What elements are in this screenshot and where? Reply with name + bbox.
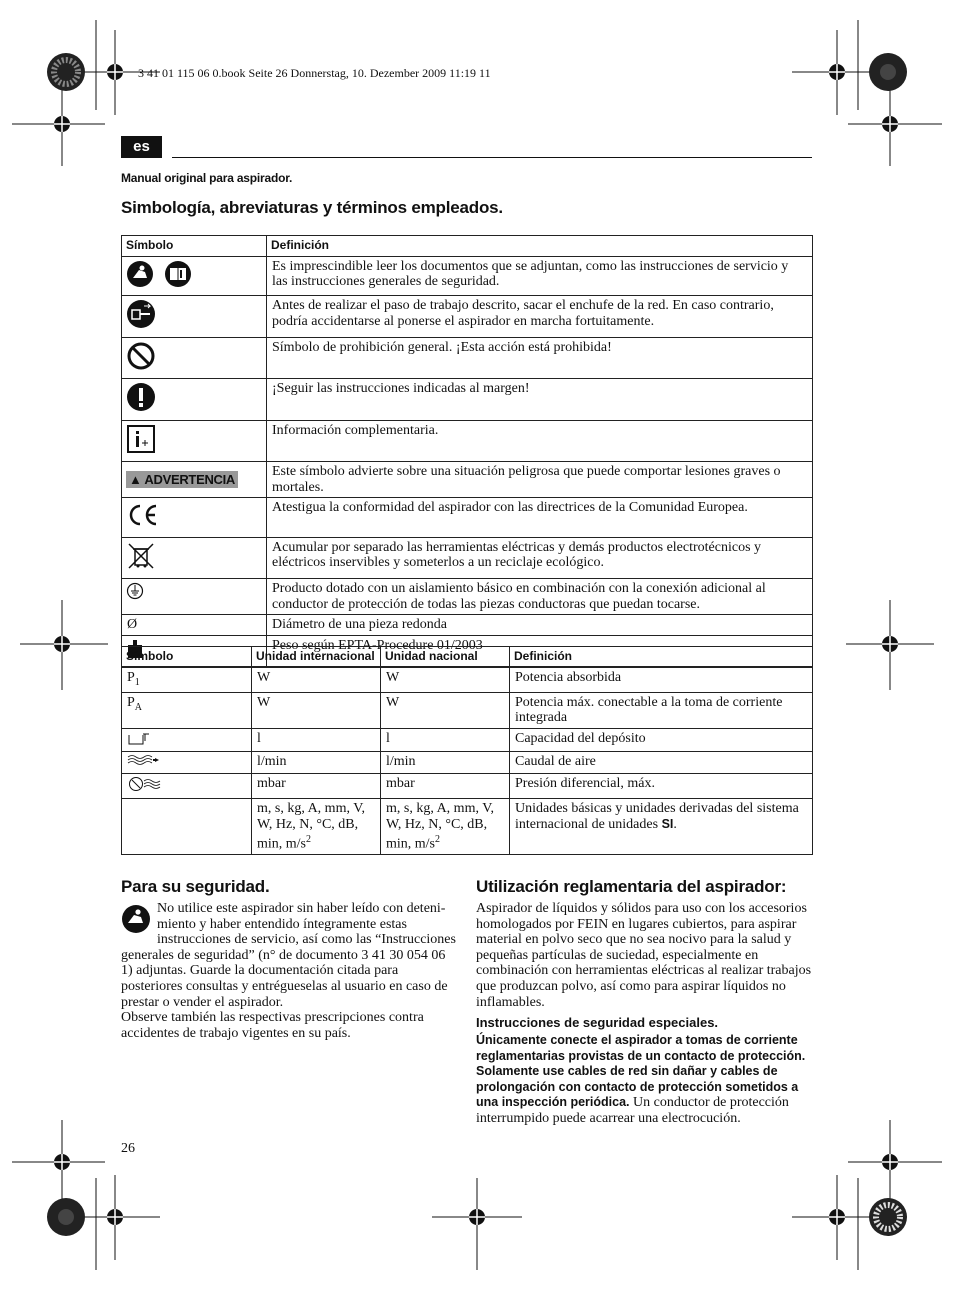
- header-rule: [172, 157, 812, 158]
- definition-cell: Presión diferencial, máx.: [510, 773, 813, 799]
- column-header: Definición: [510, 647, 813, 668]
- table-row: [122, 337, 813, 379]
- definition-cell: Es imprescindible leer los documentos que se adjuntan, como las instrucciones de servicio y las instrucciones generales de seguridad.: [267, 256, 813, 296]
- table-row: [122, 579, 813, 615]
- unplug-icon: [126, 299, 156, 329]
- table-row: [122, 752, 813, 774]
- table-row: [122, 379, 813, 421]
- info-icon: [126, 424, 156, 454]
- definition-cell: Potencia absorbida: [510, 667, 813, 692]
- table-row: [122, 256, 813, 296]
- symbol-cell: [122, 498, 267, 538]
- usage-text: Aspirador de líquidos y sólidos para uso con los accesorios homologados por FEIN en lugares cubiertos, para aspirar material en polvo seco que no sea nocivo para la salud y pequeñas partículas de suciedad, especialmente en combinación con herramientas eléctricas al realizar trabajos que produzcan polvo, así como para aspirar líquidos no inflamables.: [476, 901, 812, 1010]
- warning-triangle-icon: ▲: [129, 471, 142, 487]
- nat-unit-cell: l/min: [381, 752, 510, 774]
- airflow-icon: [127, 754, 163, 766]
- ce-mark-icon: [126, 501, 160, 529]
- nat-unit-cell: mbar: [381, 773, 510, 799]
- symbol-cell: [122, 537, 267, 579]
- symbol-cell: [122, 337, 267, 379]
- exclamation-icon: [126, 382, 156, 412]
- table-row: [122, 692, 813, 728]
- definition-cell: Peso según EPTA-Procedure 01/2003: [267, 635, 813, 667]
- table-row: [122, 728, 813, 752]
- table-row: [122, 420, 813, 462]
- definition-cell: Este símbolo advierte sobre una situación peligrosa que puede comportar lesiones graves o mortales.: [267, 462, 813, 498]
- column-header: Unidad internacional: [252, 647, 381, 668]
- nat-unit-cell: W: [381, 667, 510, 692]
- symbol-cell: [122, 462, 267, 498]
- intl-unit-cell: W: [252, 692, 381, 728]
- definition-cell: Antes de realizar el paso de trabajo descrito, sacar el enchufe de la red. En caso contrario, podría accidentarse al ponerse el aspirador en marcha fortuitamente.: [267, 296, 813, 338]
- symbol-cell: $P_1$: [122, 667, 252, 692]
- print-info: 3 41 01 115 06 0.book Seite 26 Donnerstag, 10. Dezember 2009 11:19 11: [138, 66, 491, 80]
- symbol-cell: [122, 728, 252, 752]
- safety-text: No utilice este aspirador sin haber leído con detenimiento y haber entendido íntegramente estas instrucciones de servicio, así como las “Instrucciones generales de seguridad” (n° de documento 3 41 30 054 06 1) adjuntas. Guarde la documentación citada para posteriores consultas y entrégueselas al usuario en caso de prestar o vender el aspirador. Observe también las respectivas prescripciones contra accidentes de trabajo vigentes en su país.: [121, 901, 456, 1041]
- document-subtitle: Manual original para aspirador.: [121, 171, 293, 185]
- symbol-cell: [122, 256, 267, 296]
- weee-bin-icon: [126, 541, 156, 571]
- special-safety-heading: Instrucciones de seguridad especiales.: [476, 1015, 719, 1030]
- symbols-heading: Simbología, abreviaturas y términos empleados.: [121, 198, 503, 217]
- nat-unit-cell: l: [381, 728, 510, 752]
- definition-cell: Información complementaria.: [267, 420, 813, 462]
- page-number: 26: [121, 1141, 135, 1156]
- pressure-gauge-icon: [127, 776, 167, 792]
- column-header: Unidad nacional: [381, 647, 510, 668]
- intl-unit-cell: l/min: [252, 752, 381, 774]
- symbol-cell: [122, 579, 267, 615]
- table-row: [122, 667, 813, 692]
- symbols-table: [121, 235, 813, 667]
- definition-cell: Caudal de aire: [510, 752, 813, 774]
- table-header-row: [122, 647, 813, 668]
- definition-cell: Unidades básicas y unidades derivadas del sistema internacional de unidades SI.: [510, 799, 813, 855]
- special-safety-text: Únicamente conecte el aspirador a tomas de corriente reglamentarias provistas de un contacto de protección. Solamente use cables de red sin dañar y cables de prolongación con contacto de protección sometidos a una inspección periódica. Un conductor de protección interrumpido puede acarrear una electrocución.: [476, 1033, 806, 1126]
- definition-cell: Acumular por separado las herramientas eléctricas y demás productos electrotécnicos y eléctricos inservibles y someterlos a un reciclaje ecológico.: [267, 537, 813, 579]
- protective-earth-icon: [126, 582, 144, 600]
- symbol-cell: [122, 752, 252, 774]
- definition-cell: Símbolo de prohibición general. ¡Esta acción está prohibida!: [267, 337, 813, 379]
- table-row: [122, 799, 813, 855]
- diameter-symbol: Ø: [127, 617, 138, 632]
- definition-cell: Potencia máx. conectable a la toma de corriente integrada: [510, 692, 813, 728]
- intl-unit-cell: W: [252, 667, 381, 692]
- nat-unit-cell: m, s, kg, A, mm, V, W, Hz, N, °C, dB, min, $m/s^2$: [381, 799, 510, 855]
- table-row: [122, 773, 813, 799]
- column-header: Símbolo: [122, 647, 252, 668]
- warning-badge-label: ADVERTENCIA: [144, 471, 236, 487]
- read-manual-icon: [126, 260, 192, 288]
- warning-badge: [126, 471, 238, 489]
- symbol-cell: [122, 420, 267, 462]
- symbol-cell: [122, 773, 252, 799]
- table-row: [122, 296, 813, 338]
- table-row: [122, 462, 813, 498]
- table-row: [122, 537, 813, 579]
- intl-unit-cell: m, s, kg, A, mm, V, W, Hz, N, °C, dB, min, $m/s^2$: [252, 799, 381, 855]
- symbol-cell: [122, 379, 267, 421]
- safety-heading: Para su seguridad.: [121, 877, 270, 896]
- definition-cell: Diámetro de una pieza redonda: [267, 615, 813, 636]
- symbol-cell: [122, 296, 267, 338]
- container-icon: [127, 731, 151, 745]
- intl-unit-cell: l: [252, 728, 381, 752]
- intl-unit-cell: mbar: [252, 773, 381, 799]
- table-header-row: [122, 236, 813, 257]
- language-tab: es: [121, 136, 162, 158]
- definition-cell: Atestigua la conformidad del aspirador con las directrices de la Comunidad Europea.: [267, 498, 813, 538]
- table-row: [122, 615, 813, 636]
- definition-cell: Producto dotado con un aislamiento básico en combinación con la conexión adicional al conductor de protección de todas las piezas conductoras que puedan tocarse.: [267, 579, 813, 615]
- symbol-cell: $P_A$: [122, 692, 252, 728]
- definition-cell: ¡Seguir las instrucciones indicadas al margen!: [267, 379, 813, 421]
- units-table: [121, 646, 813, 855]
- column-header: Símbolo: [122, 236, 267, 257]
- definition-cell: Capacidad del depósito: [510, 728, 813, 752]
- symbol-cell: [122, 615, 267, 636]
- usage-heading: Utilización reglamentaria del aspirador:: [476, 877, 787, 896]
- prohibition-icon: [126, 341, 156, 371]
- nat-unit-cell: W: [381, 692, 510, 728]
- table-row: [122, 498, 813, 538]
- symbol-cell: [122, 799, 252, 855]
- column-header: Definición: [267, 236, 813, 257]
